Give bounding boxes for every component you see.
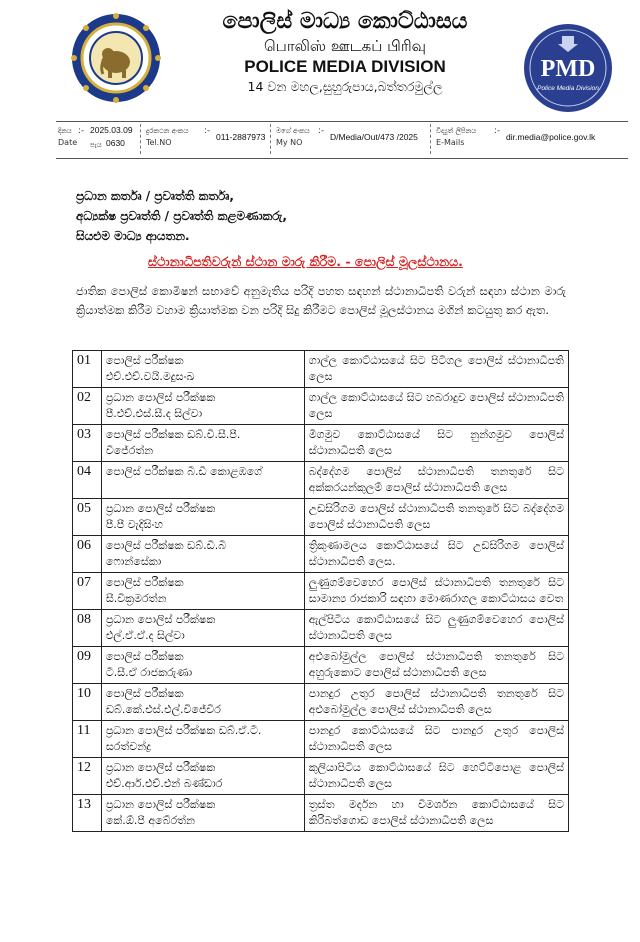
row-number: 01 — [73, 351, 102, 388]
addressee-line: ප්‍රධාන කර්තෘ / ප්‍රවෘත්ති කර්තෘ, — [76, 189, 234, 203]
date-label: දිනය Date — [58, 127, 78, 147]
email-value: dir.media@police.gov.lk — [506, 132, 596, 142]
officer-name: ප්‍රධාන පොලිස් පරීක්ෂක පී.පී වැදිසිංහ — [101, 499, 304, 536]
row-number: 03 — [73, 425, 102, 462]
row-number: 10 — [73, 684, 102, 721]
row-number: 04 — [73, 462, 102, 499]
row-number: 11 — [73, 721, 102, 758]
table-row — [73, 388, 569, 425]
transfer-details: අළුබෝමුල්ල පොලිස් ස්ථානාධිපති තනතුරේ සිට අහුරුකොට පොලිස් ස්ථානාධිපති ලෙස — [304, 647, 568, 684]
officer-name: පොලිස් පරීක්ෂක ටී.සී.ඒ රාජකරුණා — [101, 647, 304, 684]
transfer-details: පානදුර උතුර පොලිස් ස්ථානාධිපති තනතුරේ සිට අළුබෝමුල්ල පොලිස් ස්ථානාධිපති ලෙස — [304, 684, 568, 721]
table-row — [73, 684, 569, 721]
row-number: 13 — [73, 795, 102, 832]
row-number: 09 — [73, 647, 102, 684]
reference-bar: දිනය Date :- 2025.03.09 පැය 0630 දුරකථන අංකය Tel.NO :- 011-2887973 මගේ අංකය My NO :- D/Media/Out/473 /2025 විද්‍යුත් ලිපිනය E-Mails :- dir.media@police.gov.lk — [56, 121, 628, 159]
police-crest-logo — [70, 12, 162, 104]
pmd-ring-text: Police Media Division — [537, 85, 599, 92]
tel-value: 011-2887973 — [216, 132, 266, 142]
table-row — [73, 721, 569, 758]
letterhead — [0, 0, 640, 115]
table-row — [73, 536, 569, 573]
addressee-line: සියළුම මාධ්‍ය ආයතන. — [76, 229, 190, 243]
row-number: 02 — [73, 388, 102, 425]
transfer-details: පානදුර කොට්ඨාසයේ සිට පානදුර උතුර පොලිස් ස්ථානාධිපති ලෙස — [304, 721, 568, 758]
table-row — [73, 647, 569, 684]
time-label: පැය — [90, 141, 102, 149]
officer-name: ප්‍රධාන පොලිස් පරීක්ෂක එච්.ආර්.එච්.එන් බණ්ඩාර — [101, 758, 304, 795]
row-number: 12 — [73, 758, 102, 795]
table-row — [73, 795, 569, 832]
table-row — [73, 573, 569, 610]
table-row — [73, 610, 569, 647]
title-tamil: பொலிஸ் ஊடகப் பிரிவு — [263, 37, 426, 55]
row-number: 08 — [73, 610, 102, 647]
pmd-logo — [522, 22, 614, 114]
office-address: 14 වන මහල,සුහුරුපාය,බත්තරමුල්ල — [247, 79, 443, 94]
time-value: 0630 — [106, 138, 125, 148]
table-row — [73, 425, 569, 462]
subject-line: ස්ථානාධිපතිවරුන් ස්ථාන මාරු කිරීම. - පොලිස් මූලස්ථානය. — [148, 254, 463, 269]
date-value: 2025.03.09 — [90, 125, 133, 135]
transfer-details: ඇල්පිටිය කොට්ඨාසයේ සිට ලුණුගම්වෙහෙර පොලිස් ස්ථානාධිපති ලෙස — [304, 610, 568, 647]
title-sinhala: පොලිස් මාධ්‍ය කොට්ඨාසය — [222, 9, 468, 34]
my-no-label: මගේ අංකය My NO — [276, 127, 310, 147]
officer-name: පොලිස් පරීක්ෂක බී.ඩී කොළඹගේ — [101, 462, 304, 499]
officer-name: පොලිස් පරීක්ෂක ඩබ්.වී.සී.පී. විජේරත්න — [101, 425, 304, 462]
officer-name: පොලිස් පරීක්ෂක ඩබ්.ඩී.බී ෆොන්සේකා — [101, 536, 304, 573]
row-number: 07 — [73, 573, 102, 610]
transfer-details: ලුණුගම්වෙහෙර පොලිස් ස්ථානාධිපති තනතුරේ සිට සාමාන්‍ය රාජකාරි සඳහා මොණරාගල කොට්ඨාසය වෙත — [304, 573, 568, 610]
addressee-block — [76, 186, 287, 246]
transfer-table — [72, 350, 569, 832]
transfer-details: කුලියාපිටිය කොට්ඨාසයේ සිට හෙට්ටිපොළ පොලිස් ස්ථානාධිපති ලෙස — [304, 758, 568, 795]
transfer-details: ගාල්ල කොට්ඨාසයේ සිට හබරාදුව පොලිස් ස්ථානාධිපති ලෙස — [304, 388, 568, 425]
table-row — [73, 758, 569, 795]
transfer-details: බද්දේගම පොලිස් ස්ථානාධිපති තනතුරේ සිට අක්කරයන්කුලම් පොලිස් ස්ථානාධිපති ලෙස — [304, 462, 568, 499]
officer-name: පොලිස් පරීක්ෂක සී.වික්‍රමරත්න — [101, 573, 304, 610]
row-number: 06 — [73, 536, 102, 573]
email-label: විද්‍යුත් ලිපිනය E-Mails — [436, 127, 477, 147]
pmd-logo-text: PMD — [540, 56, 596, 82]
transfer-details: ගාල්ල කොට්ඨාසයේ සිට පිටිගල පොලිස් ස්ථානාධිපති ලෙස — [304, 351, 568, 388]
my-no-value: D/Media/Out/473 /2025 — [330, 132, 418, 142]
officer-name: ප්‍රධාන පොලිස් පරීක්ෂක එල්.ඒ.ඒ.ද සිල්වා — [101, 610, 304, 647]
transfer-details: ත්‍රිකුණාමලය කොට්ඨාසයේ සිට උඩසිරිගම පොලිස් ස්ථානාධිපති ලෙස. — [304, 536, 568, 573]
officer-name: පොලිස් පරීක්ෂක ඩබ්.කේ.එස්.එල්.විජේවීර — [101, 684, 304, 721]
addressee-line: අධ්‍යක්ෂ ප්‍රවෘත්ති / ප්‍රවෘත්ති කළමණාකරු, — [76, 209, 287, 223]
intro-paragraph: ජාතික පොලිස් කොමිෂන් සභාවේ අනුමැතිය පරිදි පහත සඳහන් ස්ථානාධිපති වරුන් සඳහා ස්ථාන මාරු ක්‍රියාත්මක කිරීම වහාම ක්‍රියාත්මක වන පරිදි සිදු කිරීමට පොලිස් මූලස්ථානය මගින් කටයුතු කර ඇත. — [76, 284, 566, 317]
table-row — [73, 499, 569, 536]
table-row — [73, 462, 569, 499]
transfer-details: මීගමුව කොට්ඨාසයේ සිට නුන්ගමුව පොලිස් ස්ථානාධිපති ලෙස — [304, 425, 568, 462]
officer-name: ප්‍රධාන පොලිස් පරීක්ෂක පී.එච්.එස්.සී.ද සිල්වා — [101, 388, 304, 425]
transfer-details: ත්‍රස්ත මර්දන හා විමර්ශන කොට්ඨාසයේ සිට කිරිබත්ගොඩ පොලිස් ස්ථානාධිපති ලෙස — [304, 795, 568, 832]
title-english: POLICE MEDIA DIVISION — [244, 57, 446, 76]
table-row — [73, 351, 569, 388]
transfer-details: උඩසිරිගම පොලිස් ස්ථානාධිපති තනතුරේ සිට බද්දේගම පොලිස් ස්ථානාධිපති ලෙස — [304, 499, 568, 536]
officer-name: ප්‍රධාන පොලිස් පරීක්ෂක කේ.ඕ.පී අබේරත්න — [101, 795, 304, 832]
officer-name: පොලිස් පරීක්ෂක එච්.එච්.වයි.මදුසංඛ — [101, 351, 304, 388]
row-number: 05 — [73, 499, 102, 536]
officer-name: ප්‍රධාන පොලිස් පරීක්ෂක ඩබ්.ඒ.ටී. සරත්චන්ද්‍ර — [101, 721, 304, 758]
tel-label: දුරකථන අංකය Tel.NO — [146, 127, 189, 147]
